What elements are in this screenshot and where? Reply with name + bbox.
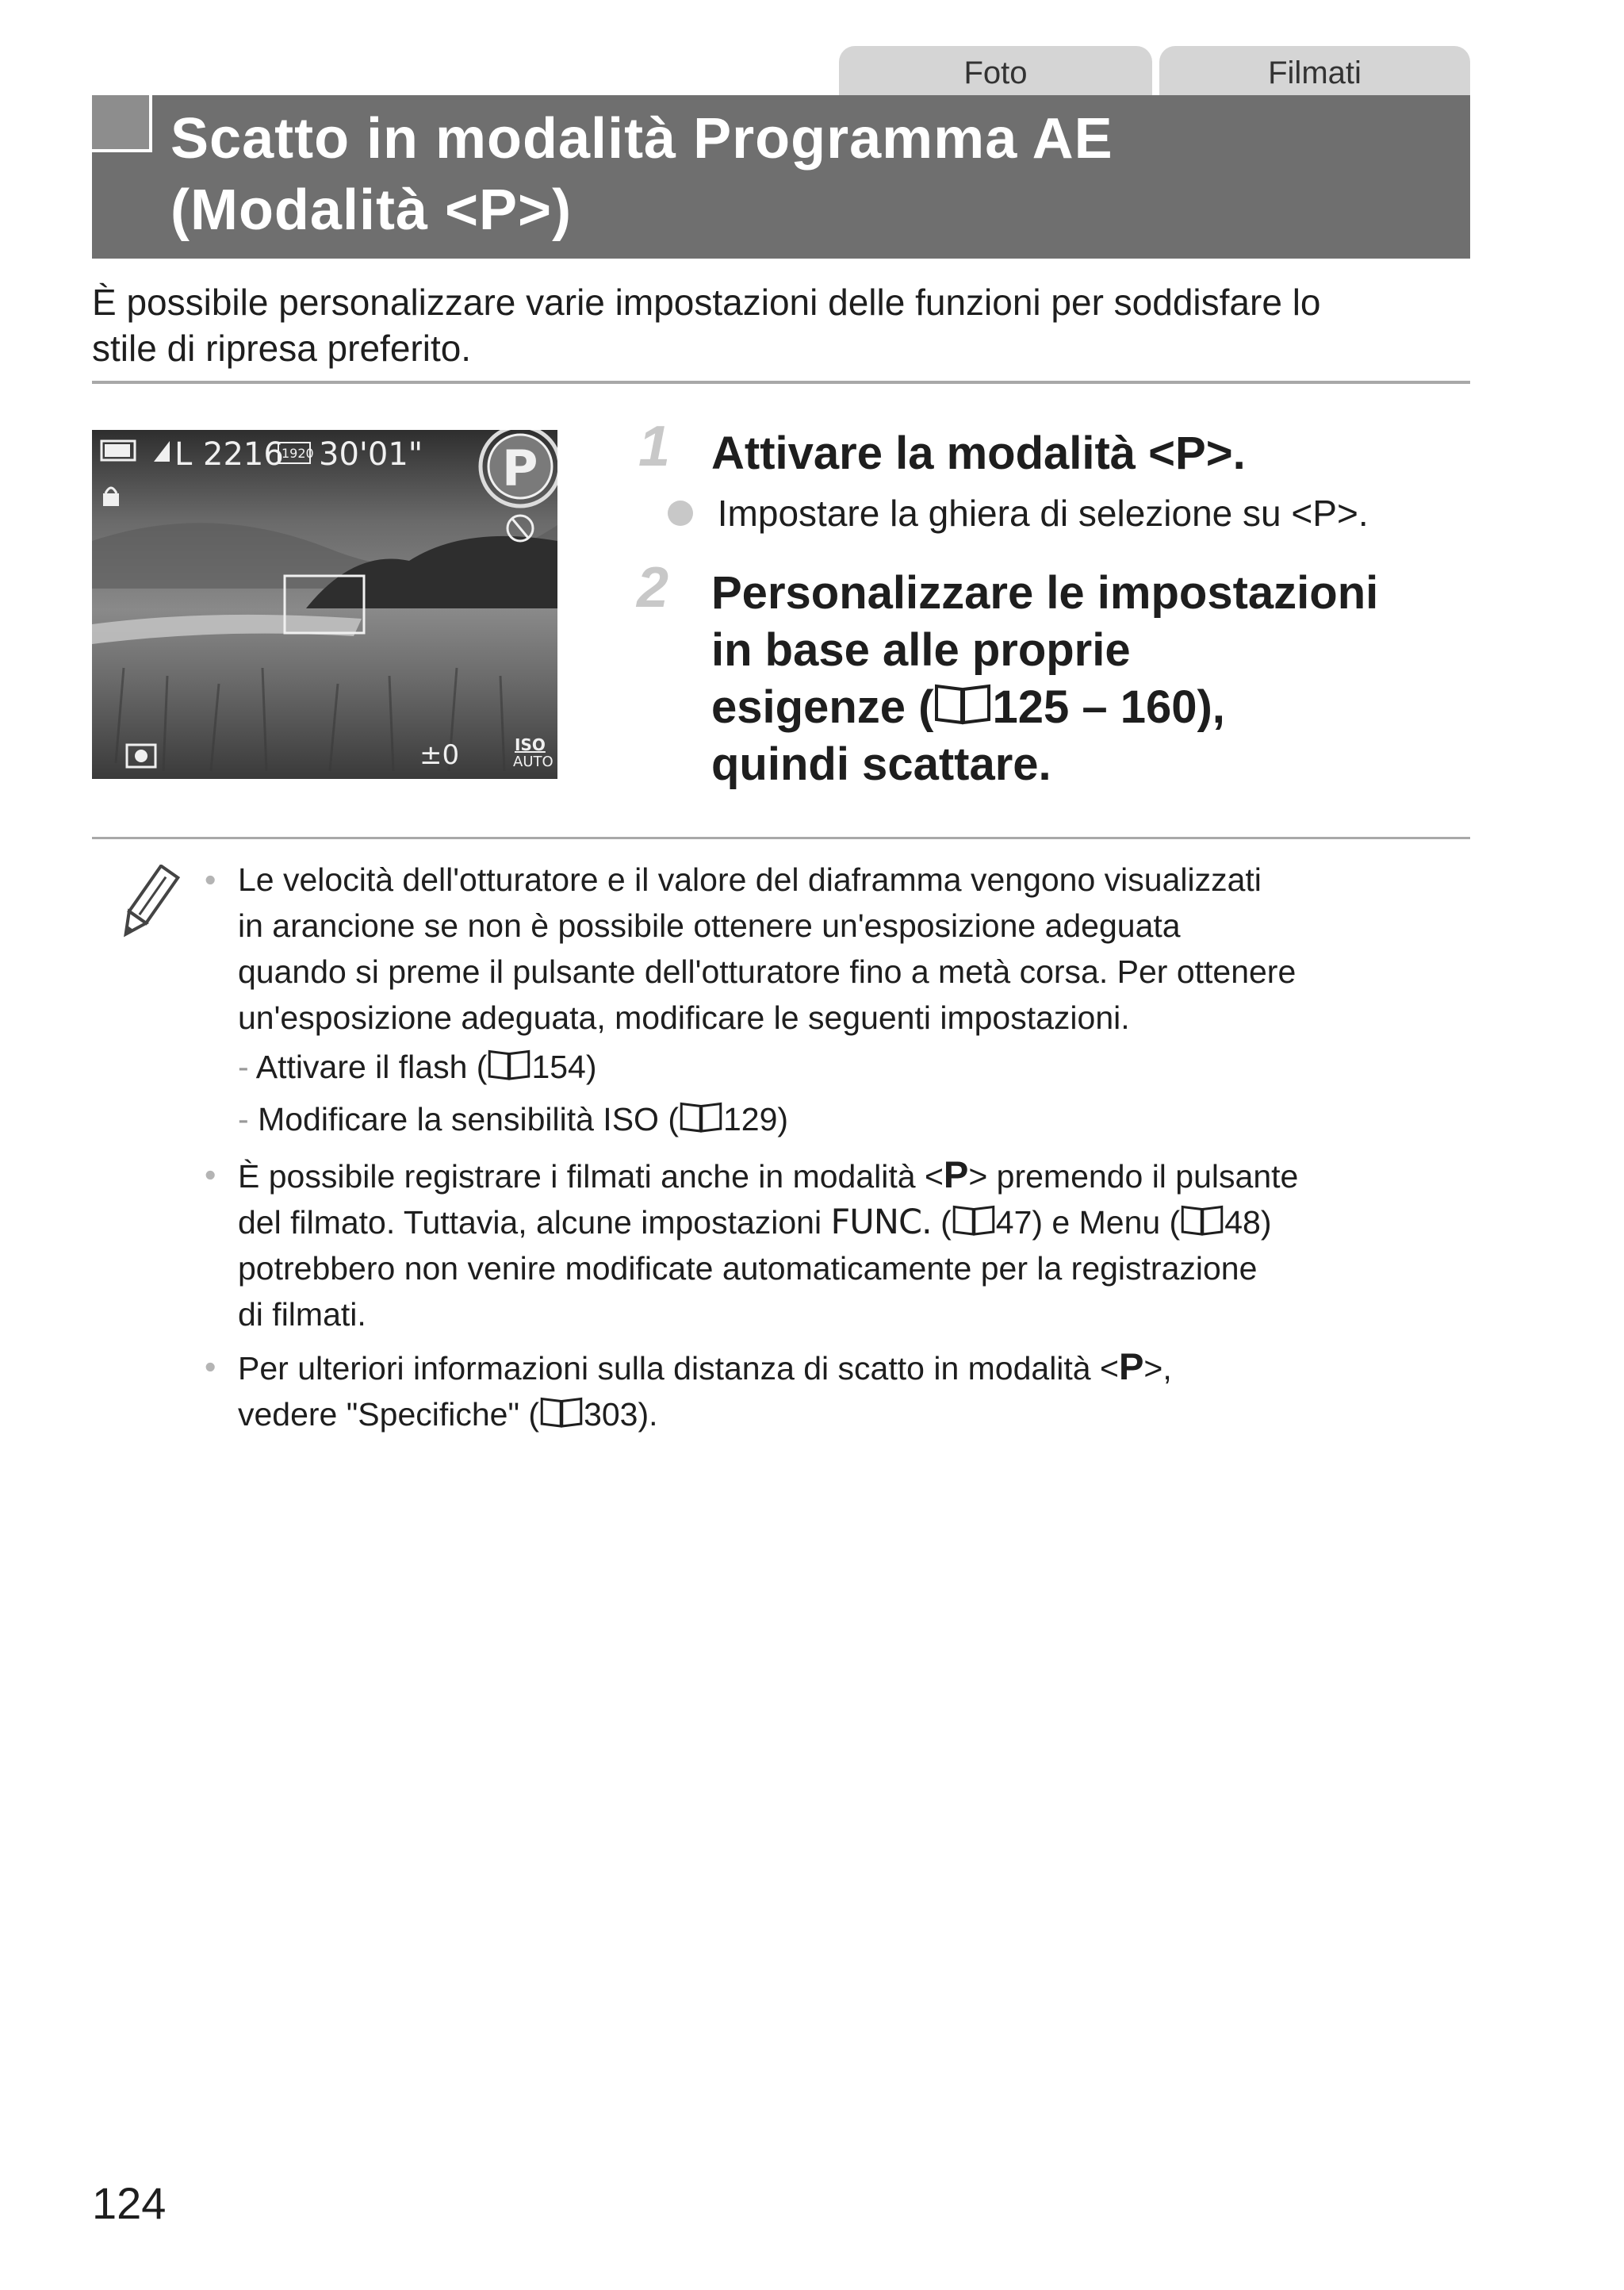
mode-p-glyph: P — [1118, 1345, 1144, 1387]
intro-line-2: stile di ripresa preferito. — [92, 328, 472, 369]
note-2-line-1 — [238, 1152, 1442, 1199]
note-2-l1b: > premendo il pulsante — [968, 1158, 1299, 1195]
note-2-l2d: 48) — [1224, 1204, 1272, 1241]
step-2-line-3a: esigenze ( — [711, 681, 934, 733]
book-icon — [933, 681, 992, 726]
note-3-line-1 — [238, 1344, 1442, 1391]
note-2 — [205, 1152, 1442, 1337]
note-3-l2a: vedere "Specifiche" ( — [238, 1396, 540, 1433]
book-icon — [1180, 1203, 1224, 1237]
note-2-line-3: potrebbero non venire modificate automaticamente per la registrazione — [238, 1250, 1258, 1287]
note-2-l2b: ( — [931, 1204, 952, 1241]
note-2-line-2 — [238, 1199, 1442, 1245]
bullet-dot: • — [205, 1348, 216, 1385]
step-2-line-1: Personalizzare le impostazioni — [711, 567, 1379, 619]
note-1-sub-2: - Modificare la sensibilità ISO ( 129) — [238, 1101, 789, 1137]
sub-1-text: Attivare il flash ( — [255, 1049, 488, 1085]
note-1-line-4: un'esposizione adeguata, modificare le seguenti impostazioni. — [238, 999, 1130, 1036]
title-line-1: Scatto in modalità Programma AE — [170, 107, 1113, 171]
title-line-2: (Modalità <P>) — [170, 178, 573, 242]
mode-indicator: P — [502, 439, 538, 497]
note-1-line-1: Le velocità dell'otturatore e il valore del diaframma vengono visualizzati — [238, 861, 1262, 898]
bullet-dot: • — [205, 1157, 216, 1193]
sub-2-text: Modificare la sensibilità ISO ( — [258, 1101, 679, 1137]
step-2-line-3 — [711, 679, 1378, 736]
book-icon — [539, 1395, 584, 1429]
header-corner-square — [92, 95, 152, 152]
lock-icon — [103, 493, 119, 506]
tab-foto-label: Foto — [963, 55, 1028, 90]
book-icon — [487, 1048, 531, 1081]
landscape-scene — [92, 430, 557, 779]
note-3 — [205, 1344, 1442, 1437]
sub-2-page: 129) — [722, 1101, 789, 1137]
tab-filmati-label: Filmati — [1268, 55, 1362, 90]
mode-p-glyph: P — [943, 1153, 969, 1195]
note-2-l1a: È possibile registrare i filmati anche in modalità < — [238, 1158, 944, 1195]
step-1-title: Attivare la modalità <P>. — [711, 428, 1246, 479]
camera-screen-image — [92, 430, 557, 779]
func-glyph: FUNC. — [830, 1203, 932, 1242]
book-icon — [952, 1203, 996, 1237]
step-2-line-4: quindi scattare. — [711, 738, 1051, 790]
bullet-dot: • — [205, 861, 216, 898]
intro-line-1: È possibile personalizzare varie impostazioni delle funzioni per soddisfare lo — [92, 282, 1321, 323]
exposure-comp: ±0 — [419, 739, 460, 771]
note-2-l2a: del filmato. Tuttavia, alcune impostazioni — [238, 1204, 831, 1241]
note-1 — [205, 857, 1442, 1041]
note-3-l1b: >, — [1143, 1350, 1172, 1387]
step-2-line-2: in base alle proprie — [711, 624, 1131, 676]
note-1-line-2: in arancione se non è possibile ottenere un'esposizione adeguata — [238, 907, 1181, 944]
step-2-line-3b: 125 – 160), — [992, 681, 1225, 733]
movie-time: 30'01" — [319, 436, 423, 473]
note-2-l2c: 47) e Menu ( — [995, 1204, 1181, 1241]
iso-auto: AUTO — [513, 754, 553, 770]
pencil-icon — [111, 865, 182, 944]
intro-text — [92, 279, 1472, 371]
iso-label: ISO — [515, 735, 546, 754]
note-2-line-4: di filmati. — [238, 1296, 366, 1333]
step-2-number: 2 — [637, 556, 669, 619]
note-1-sub-1: - Attivare il flash ( 154) — [238, 1049, 597, 1085]
shots-remaining: 2216 — [203, 436, 284, 473]
quality-indicator: L — [174, 436, 193, 473]
note-3-l1a: Per ulteriori informazioni sulla distanza di scatto in modalità < — [238, 1350, 1119, 1387]
step-1-bullet — [668, 491, 1369, 535]
page-title — [170, 103, 1439, 246]
divider-notes — [92, 837, 1470, 839]
tab-foto[interactable] — [839, 46, 1152, 95]
book-icon — [679, 1100, 723, 1133]
step-2-title — [711, 565, 1378, 793]
note-1-line-3: quando si preme il pulsante dell'otturatore fino a metà corsa. Per ottenere — [238, 953, 1297, 990]
divider-top — [92, 381, 1470, 384]
step-1-bullet-text: Impostare la ghiera di selezione su <P>. — [717, 493, 1369, 534]
movie-resolution: 1920 — [282, 446, 314, 461]
note-3-line-2 — [238, 1391, 1442, 1437]
page-number: 124 — [92, 2178, 167, 2228]
tab-filmati[interactable] — [1159, 46, 1470, 95]
note-3-l2b: 303). — [584, 1396, 658, 1433]
step-1-number: 1 — [638, 415, 671, 478]
sub-1-page: 154) — [531, 1049, 597, 1085]
bullet-circle-icon — [668, 501, 693, 526]
